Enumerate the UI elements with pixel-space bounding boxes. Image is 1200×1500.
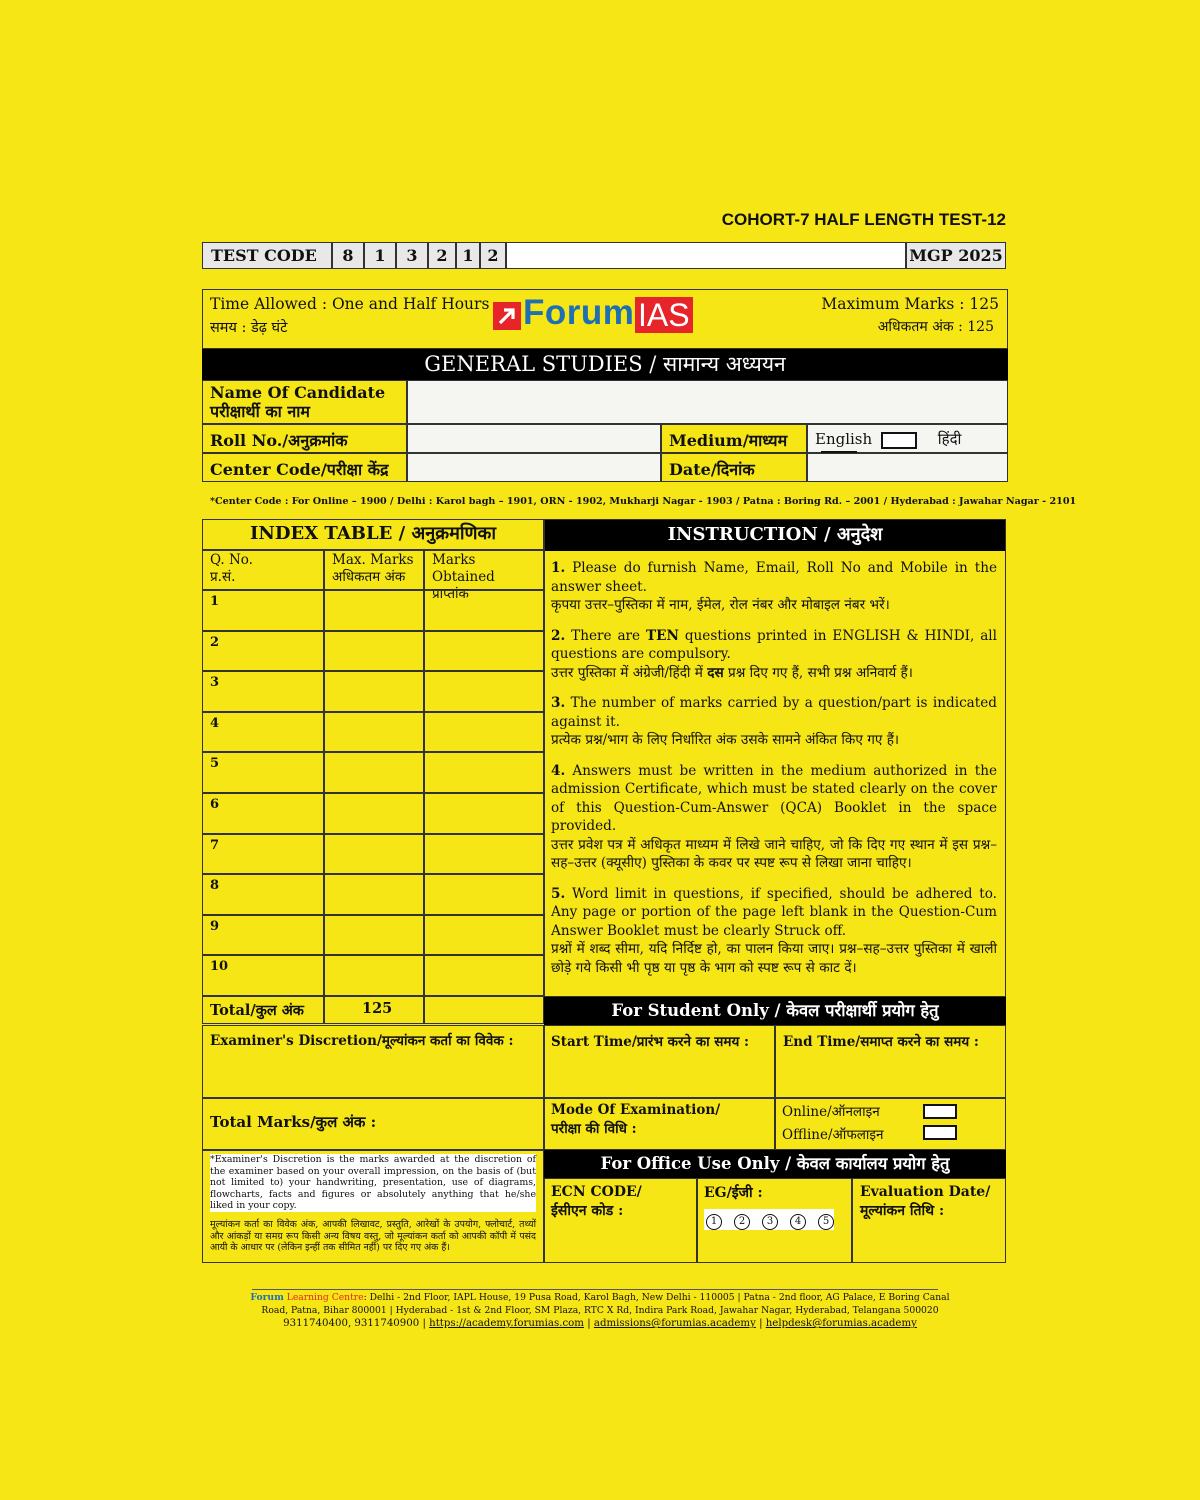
instruction-block xyxy=(544,519,1006,997)
footer-phones: 9311740400, 9311740900 | xyxy=(283,1318,426,1330)
maximum-marks-hindi: अधिकतम अंक : 125 xyxy=(877,319,994,335)
test-code-blank xyxy=(506,242,906,269)
index-row-max-marks[interactable] xyxy=(324,712,424,753)
eg-option[interactable]: 5 xyxy=(818,1214,834,1230)
eg-options xyxy=(704,1209,834,1230)
roll-field[interactable] xyxy=(407,424,661,453)
footer-helpdesk-link[interactable]: helpdesk@forumias.academy xyxy=(765,1318,917,1330)
test-code-row xyxy=(202,242,1006,269)
total-value: 125 xyxy=(324,996,424,1024)
arrow-logo-icon xyxy=(493,302,521,330)
index-row-qno: 8 xyxy=(202,874,324,915)
eg-label: EG/ईजी : xyxy=(704,1185,763,1201)
eg-option[interactable]: 3 xyxy=(762,1214,778,1230)
evaluation-date-box[interactable] xyxy=(852,1178,1006,1263)
test-code-digit: 2 xyxy=(480,242,506,269)
col-max-en: Max. Marks xyxy=(332,552,414,568)
start-time-box[interactable] xyxy=(544,1025,775,1098)
index-row-qno: 4 xyxy=(202,712,324,753)
col-max-marks xyxy=(324,550,424,590)
index-row-marks-obtained[interactable] xyxy=(424,874,544,915)
name-label xyxy=(202,380,407,424)
index-row-marks-obtained[interactable] xyxy=(424,671,544,712)
footer xyxy=(200,1292,1000,1331)
index-row-max-marks[interactable] xyxy=(324,671,424,712)
english-checkbox[interactable] xyxy=(881,432,917,449)
total-marks-label: Total Marks/कुल अंक : xyxy=(210,1113,377,1131)
eval-label-en: Evaluation Date/ xyxy=(860,1184,991,1200)
index-row-max-marks[interactable] xyxy=(324,874,424,915)
instruction-list xyxy=(551,559,997,989)
footer-admissions-link[interactable]: admissions@forumias.academy xyxy=(593,1318,756,1330)
index-row-max-marks[interactable] xyxy=(324,834,424,875)
index-row-marks-obtained[interactable] xyxy=(424,752,544,793)
eval-label-hi: मूल्यांकन तिथि : xyxy=(860,1203,945,1219)
eg-box xyxy=(697,1178,852,1263)
footer-line2: Road, Patna, Bihar 800001 | Hyderabad - 1st & 2nd Floor, SM Plaza, RTC X Rd, Indira Park Road, Jawahar Nagar, Hyderabad, Telangana 500020 xyxy=(261,1304,939,1316)
date-field[interactable] xyxy=(807,453,1008,482)
mode-label-hi: परीक्षा की विधि : xyxy=(551,1121,637,1137)
medium-label: Medium/माध्यम xyxy=(661,424,807,453)
index-row-qno: 10 xyxy=(202,955,324,996)
offline-label: Offline/ऑफलाइन xyxy=(782,1127,884,1143)
mode-options xyxy=(775,1098,1006,1150)
col-obt-hi: प्राप्तांक xyxy=(432,586,469,602)
online-label: Online/ऑनलाइन xyxy=(782,1104,880,1120)
instruction-item: 5. Word limit in questions, if specified, should be adhered to. Any page or portion of the page left blank in the Question-Cum Answer Booklet must be clearly Struck off. प्रश्नों में शब्द सीमा, यदि निर्दिष्ट हो, का पालन किया जाए। प्रश्न–सह–उत्तर पुस्तिका में खाली छोड़े गये किसी भी पृष्ठ या पृष्ठ के भाग को स्पष्ट रूप से काट दें। xyxy=(551,885,997,976)
program-code: MGP 2025 xyxy=(906,242,1006,269)
index-row-max-marks[interactable] xyxy=(324,793,424,834)
hindi-label: हिंदी xyxy=(937,430,962,448)
eg-option[interactable]: 2 xyxy=(734,1214,750,1230)
index-table-title: INDEX TABLE / अनुक्रमणिका xyxy=(202,519,544,550)
index-row-qno: 6 xyxy=(202,793,324,834)
col-qno xyxy=(202,550,324,590)
test-code-digit: 2 xyxy=(428,242,456,269)
footer-divider xyxy=(252,1289,938,1290)
test-code-label: TEST CODE xyxy=(202,242,332,269)
index-row-marks-obtained[interactable] xyxy=(424,955,544,996)
student-only-title: For Student Only / केवल परीक्षार्थी प्रयोग हेतु xyxy=(544,997,1006,1025)
index-row-max-marks[interactable] xyxy=(324,631,424,672)
start-time-label: Start Time/प्रारंभ करने का समय : xyxy=(551,1034,750,1050)
examiner-discretion-label: Examiner's Discretion/मूल्यांकन कर्ता का विवेक : xyxy=(210,1033,514,1049)
index-row-marks-obtained[interactable] xyxy=(424,793,544,834)
instruction-item: 3. The number of marks carried by a question/part is indicated against it. प्रत्येक प्रश्न/भाग के लिए निर्धारित अंक उसके सामने अंकित किए गए हैं। xyxy=(551,695,997,748)
date-label: Date/दिनांक xyxy=(661,453,807,482)
ecn-code-box[interactable] xyxy=(544,1178,697,1263)
index-row-max-marks[interactable] xyxy=(324,915,424,956)
instruction-item: 2. There are TEN questions printed in ENGLISH & HINDI, all questions are compulsory. उत्तर पुस्तिका में अंग्रेजी/हिंदी में दस प्रश्न दिए गए हैं, सभी प्रश्न अनिवार्य हैं। xyxy=(551,627,997,681)
index-row-max-marks[interactable] xyxy=(324,955,424,996)
logo-forum-text: Forum xyxy=(523,293,635,332)
test-title: COHORT-7 HALF LENGTH TEST-12 xyxy=(721,210,1006,229)
name-label-hi: परीक्षार्थी का नाम xyxy=(210,402,310,421)
end-time-label: End Time/समाप्त करने का समय : xyxy=(783,1034,979,1050)
index-row-qno: 5 xyxy=(202,752,324,793)
test-code-digit: 1 xyxy=(456,242,480,269)
index-row-qno: 7 xyxy=(202,834,324,875)
index-row-qno: 3 xyxy=(202,671,324,712)
total-label: Total/कुल अंक xyxy=(202,996,324,1024)
col-qno-en: Q. No. xyxy=(210,552,253,568)
col-marks-obtained xyxy=(424,550,544,602)
eg-option[interactable]: 4 xyxy=(790,1214,806,1230)
index-row-marks-obtained[interactable] xyxy=(424,834,544,875)
name-label-en: Name Of Candidate xyxy=(210,383,386,402)
logo-ias-text: IAS xyxy=(635,297,693,333)
footer-brand-forum: Forum xyxy=(250,1292,284,1303)
instruction-item: 1. Please do furnish Name, Email, Roll No and Mobile in the answer sheet. कृपया उत्तर–पुस्तिका में नाम, ईमेल, रोल नंबर और मोबाइल नंबर भरें। xyxy=(551,560,997,613)
info-block xyxy=(202,289,1008,349)
ecn-label-hi: ईसीएन कोड : xyxy=(551,1203,624,1219)
instruction-title: INSTRUCTION / अनुदेश xyxy=(545,520,1005,551)
mode-label-en: Mode Of Examination/ xyxy=(551,1102,721,1118)
examiner-discretion-box[interactable] xyxy=(202,1025,544,1098)
subject-title: GENERAL STUDIES / सामान्य अध्ययन xyxy=(202,349,1008,380)
total-marks-box[interactable] xyxy=(202,1098,544,1150)
index-row-qno: 1 xyxy=(202,590,324,631)
time-allowed-hindi: समय : डेढ़ घंटे xyxy=(210,320,288,336)
test-code-digit: 3 xyxy=(396,242,428,269)
index-row-marks-obtained[interactable] xyxy=(424,631,544,672)
time-allowed: Time Allowed : One and Half Hours xyxy=(210,295,490,313)
index-row-marks-obtained[interactable] xyxy=(424,712,544,753)
index-row-marks-obtained[interactable] xyxy=(424,915,544,956)
mode-box xyxy=(544,1098,775,1150)
end-time-box[interactable] xyxy=(775,1025,1006,1098)
roll-label: Roll No./अनुक्रमांक xyxy=(202,424,407,453)
instruction-item: 4. Answers must be written in the medium authorized in the admission Certificate, which must be stated clearly on the cover of this Question-Cum-Answer (QCA) Booklet in the space provided. उत्तर प्रवेश पत्र में अधिकृत माध्यम में लिखे जाने चाहिए, जो कि दिए गए स्थान में इस प्रश्न–सह–उत्तर (क्यूसीए) पुस्तिका के कवर पर स्पष्ट रूप से लिखा जाना चाहिए। xyxy=(551,762,997,871)
footer-line3: 9311740400, 9311740900 | https://academy.forumias.com | admissions@forumias.academy | helpdesk@forumias.academy xyxy=(283,1318,917,1330)
index-row-qno: 9 xyxy=(202,915,324,956)
examiner-note xyxy=(202,1150,544,1263)
index-table xyxy=(202,519,544,1024)
examiner-note-en: *Examiner's Discretion is the marks awarded at the discretion of the examiner based on your overall impression, on the basis of (but not limited to) your handwriting, presentation, use of diagrams, flowcharts, facts and figures or absolutely anything that he/she liked in your copy. xyxy=(210,1154,536,1212)
center-label: Center Code/परीक्षा केंद्र xyxy=(202,453,407,482)
online-checkbox[interactable] xyxy=(923,1104,957,1119)
eg-option[interactable]: 1 xyxy=(706,1214,722,1230)
medium-field xyxy=(807,424,1008,453)
test-code-digit: 8 xyxy=(332,242,364,269)
center-field[interactable] xyxy=(407,453,661,482)
offline-checkbox[interactable] xyxy=(923,1125,957,1140)
total-obtained[interactable] xyxy=(424,996,544,1024)
index-row-max-marks[interactable] xyxy=(324,752,424,793)
col-max-hi: अधिकतम अंक xyxy=(332,569,406,585)
footer-website-link[interactable]: https://academy.forumias.com xyxy=(429,1318,584,1330)
index-row-qno: 2 xyxy=(202,631,324,672)
col-qno-hi: प्र.सं. xyxy=(210,569,236,585)
ecn-label-en: ECN CODE/ xyxy=(551,1184,642,1200)
index-row-marks-obtained[interactable] xyxy=(424,590,544,631)
candidate-grid xyxy=(202,380,1008,482)
col-obt-en: Marks Obtained xyxy=(432,552,495,585)
name-field[interactable] xyxy=(407,380,1008,424)
office-use-title: For Office Use Only / केवल कार्यालय प्रयोग हेतु xyxy=(544,1150,1006,1178)
test-code-digit: 1 xyxy=(364,242,396,269)
footer-address-1: : Delhi - 2nd Floor, IAPL House, 19 Pusa Road, Karol Bagh, New Delhi - 110005 | Patna - 2nd floor, AG Palace, E Boring Canal xyxy=(363,1292,950,1303)
index-row-max-marks[interactable] xyxy=(324,590,424,631)
maximum-marks: Maximum Marks : 125 xyxy=(821,295,999,313)
footer-line1 xyxy=(200,1292,1000,1305)
examiner-note-hi: मूल्यांकन कर्ता का विवेक अंक, आपकी लिखावट, प्रस्तुति, आरेखों के उपयोग, फ्लोचार्ट, तथ्यों और आंकड़ों या समग्र रूप किसी अन्य विषय वस्तु, जो मूल्यांकन कर्ता को आपकी कॉपी में पसंद आयी के आधार पर (लेकिन इन्हीं तक सीमित नहीं) पर दिए गए अंक हैं। xyxy=(210,1218,536,1254)
center-code-note: *Center Code : For Online – 1900 / Delhi : Karol bagh – 1901, ORN - 1902, Mukharji Nagar - 1903 / Patna : Boring Rd. – 2001 / Hyderabad : Jawahar Nagar - 2101 xyxy=(210,496,1077,507)
footer-brand-rest: Learning Centre xyxy=(283,1292,364,1303)
english-label: English xyxy=(815,430,873,448)
